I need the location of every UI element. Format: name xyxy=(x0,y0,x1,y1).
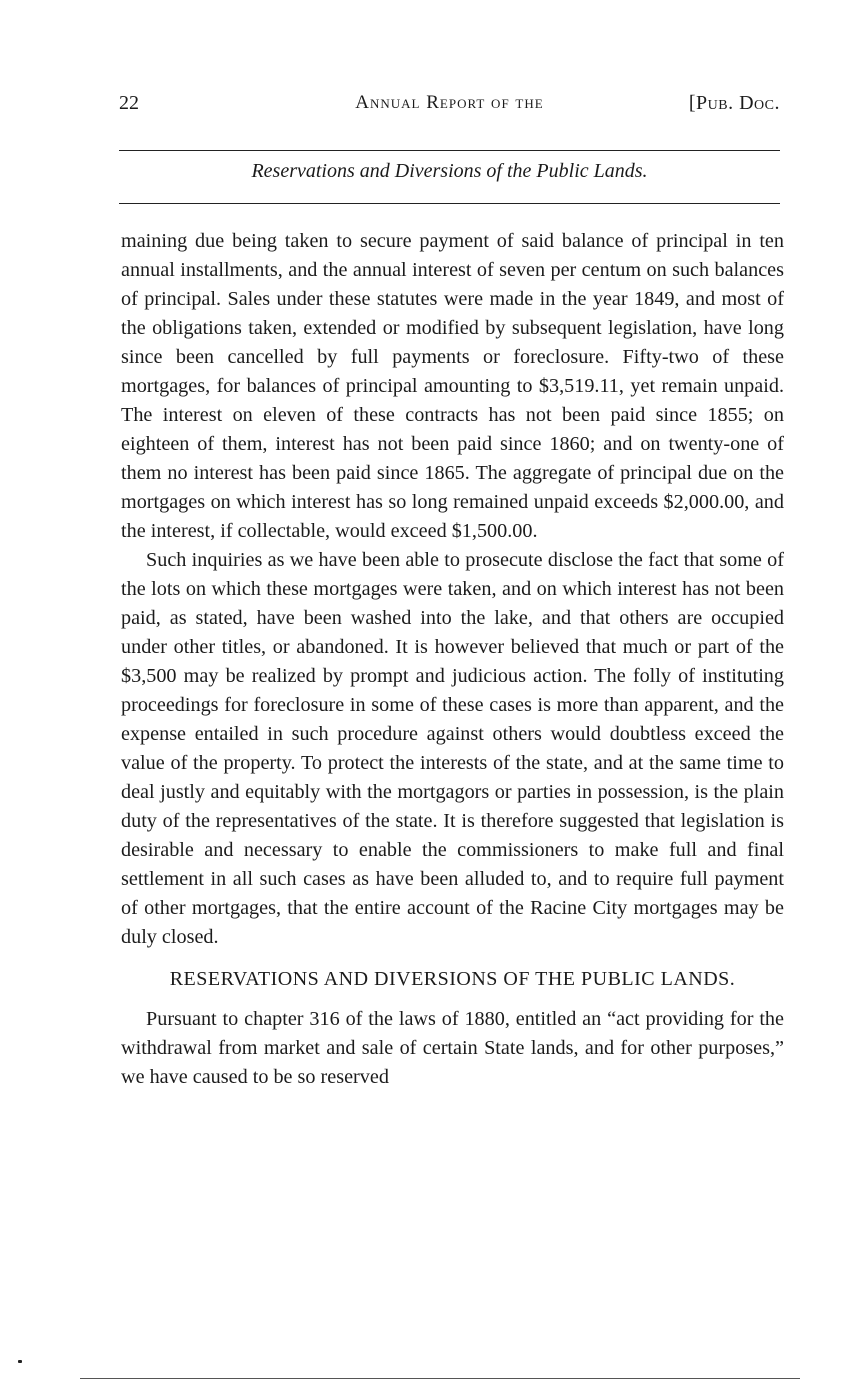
header-document-label: [Pub. Doc. xyxy=(688,92,780,114)
section-heading: RESERVATIONS AND DIVERSIONS OF THE PUBLIC LANDS. xyxy=(169,968,736,990)
paragraph: Such inquiries as we have been able to prosecute disclose the fact that some of the lots on which these mortgages were taken, and on which interest has not been paid, as stated, have been washed into the lake, and that others are occupied under other titles, or abandoned. It is however believed that much or part of the $3,500 may be realized by prompt and judicious action. The folly of instituting proceedings for foreclosure in some of these cases is more than apparent, and the expense entailed in such procedure against others would doubtless exceed the value of the property. To protect the interests of the state, and at the same time to deal justly and equitably with the mortgagors or parties in possession, is the plain duty of the representatives of the state. It is therefore suggested that legislation is desirable and necessary to enable the commissioners to make full and final settlement in all such cases as have been alluded to, and to require full payment of other mortgages, that the entire account of the Racine City mortgages may be duly closed. xyxy=(121,549,784,948)
body-text xyxy=(121,227,784,1092)
running-header xyxy=(119,92,780,122)
page-bottom-rule xyxy=(80,1378,800,1379)
header-rule-top xyxy=(119,150,780,151)
header-title: Annual Report of the xyxy=(355,92,544,113)
paragraph-continued: maining due being taken to secure payment of said balance of principal in ten annual installments, and the annual interest of seven per centum on such balances of principal. Sales under these statutes were made in the year 1849, and most of the obligations taken, extended or modified by subsequent legislation, have long since been cancelled by full payments or foreclosure. Fifty-two of these mortgages, for balances of principal amounting to $3,519.11, yet remain unpaid. The interest on eleven of these contracts has not been paid since 1855; on eighteen of them, interest has not been paid since 1860; and on twenty-one of them no interest has been paid since 1865. The aggregate of principal due on the mortgages on which interest has so long remained unpaid exceeds $2,000.00, and the interest, if collectable, would exceed $1,500.00. xyxy=(121,230,784,542)
ink-speck xyxy=(18,1360,22,1363)
section-subheading: Reservations and Diversions of the Public Lands. xyxy=(251,160,648,182)
page-number: 22 xyxy=(119,92,139,114)
paragraph: Pursuant to chapter 316 of the laws of 1880, entitled an “act providing for the withdrawal from market and sale of certain State lands, and for other purposes,” we have caused to be so reserved xyxy=(121,1008,784,1088)
header-rule-bottom xyxy=(119,203,780,204)
